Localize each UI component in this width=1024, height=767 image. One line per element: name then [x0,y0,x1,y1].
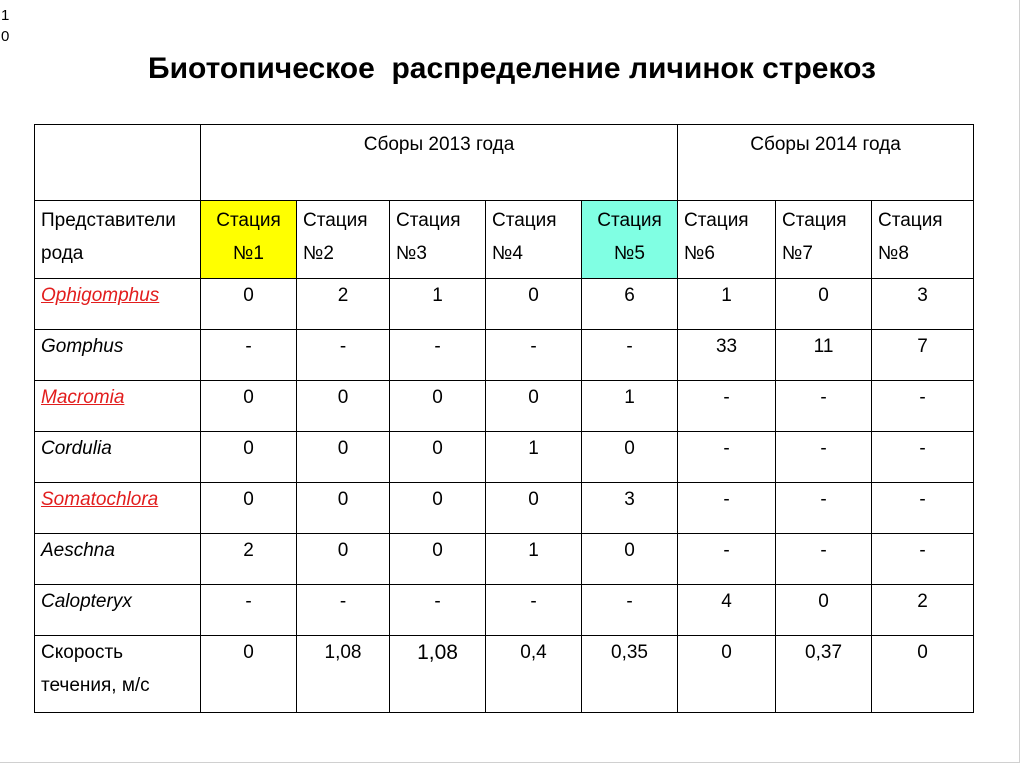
table-cell: - [390,330,486,381]
table-cell: 0 [201,483,297,534]
table-cell: - [872,534,974,585]
table-cell: 0 [201,381,297,432]
station-header: Стация №5 [582,201,678,279]
table-row [35,534,974,585]
table-cell: - [678,534,776,585]
table-cell: 0 [486,483,582,534]
group-2013-header: Сборы 2013 года [201,125,678,201]
table-cell: - [486,585,582,636]
page-title: Биотопическое распределение личинок стрекоз [148,52,876,85]
speed-cell: 1,08 [390,636,486,713]
distribution-table [34,124,974,713]
speed-cell: 0 [678,636,776,713]
table-row [35,381,974,432]
speed-row [35,636,974,713]
speed-cell: 1,08 [297,636,390,713]
table-cell: - [678,381,776,432]
page-number: 1 0 [1,7,10,45]
corner-cell [35,125,201,201]
table-cell: - [390,585,486,636]
table-cell: 0 [582,534,678,585]
speed-cell: 0,37 [776,636,872,713]
table-cell: - [582,585,678,636]
table-cell: - [872,381,974,432]
table-row [35,483,974,534]
table-row [35,330,974,381]
table-cell: 0 [390,534,486,585]
genus-name: Somatochlora [35,483,201,534]
genus-name: Cordulia [35,432,201,483]
table-cell: - [678,483,776,534]
station-header-row [35,201,974,279]
station-header: Стация №3 [390,201,486,279]
station-header: Стация №1 [201,201,297,279]
table-cell: 0 [390,381,486,432]
genus-header: Представители рода [35,201,201,279]
group-header-row [35,125,974,201]
speed-cell: 0,4 [486,636,582,713]
table-row [35,432,974,483]
station-header: Стация №7 [776,201,872,279]
table-cell: 0 [390,432,486,483]
table-cell: 6 [582,279,678,330]
genus-name: Calopteryx [35,585,201,636]
genus-name: Gomphus [35,330,201,381]
station-header: Стация №4 [486,201,582,279]
table-cell: 1 [582,381,678,432]
group-2014-header: Сборы 2014 года [678,125,974,201]
table-cell: - [776,534,872,585]
station-header: Стация №8 [872,201,974,279]
table-cell: 0 [297,483,390,534]
table-cell: - [297,330,390,381]
table-cell: 2 [872,585,974,636]
table-cell: - [582,330,678,381]
table-cell: 0 [776,585,872,636]
table-cell: 0 [297,534,390,585]
table-row [35,279,974,330]
table-cell: 0 [297,381,390,432]
genus-name: Macromia [35,381,201,432]
speed-cell: 0,35 [582,636,678,713]
table-cell: 0 [582,432,678,483]
table-cell: 0 [776,279,872,330]
table-cell: - [201,585,297,636]
table-cell: - [486,330,582,381]
table-cell: 0 [201,432,297,483]
table-cell: 11 [776,330,872,381]
speed-cell: 0 [872,636,974,713]
table-cell: 0 [390,483,486,534]
table-cell: - [678,432,776,483]
table-cell: 2 [297,279,390,330]
table-cell: - [297,585,390,636]
table-cell: 0 [297,432,390,483]
table-cell: - [201,330,297,381]
table-cell: 1 [486,534,582,585]
table-cell: 4 [678,585,776,636]
table-cell: 1 [486,432,582,483]
table-cell: - [872,483,974,534]
table-cell: - [776,483,872,534]
speed-label: Скорость течения, м/с [35,636,201,713]
speed-cell: 0 [201,636,297,713]
table-cell: - [776,381,872,432]
station-header: Стация №2 [297,201,390,279]
genus-name: Aeschna [35,534,201,585]
table-cell: 2 [201,534,297,585]
table-cell: - [776,432,872,483]
table-cell: 0 [201,279,297,330]
table-cell: 0 [486,279,582,330]
table-cell: 3 [872,279,974,330]
table-cell: 0 [486,381,582,432]
table-cell: 33 [678,330,776,381]
table-cell: 1 [678,279,776,330]
table-cell: 3 [582,483,678,534]
genus-name: Ophigomphus [35,279,201,330]
station-header: Стация №6 [678,201,776,279]
table-cell: 1 [390,279,486,330]
table-cell: - [872,432,974,483]
table-cell: 7 [872,330,974,381]
table-row [35,585,974,636]
